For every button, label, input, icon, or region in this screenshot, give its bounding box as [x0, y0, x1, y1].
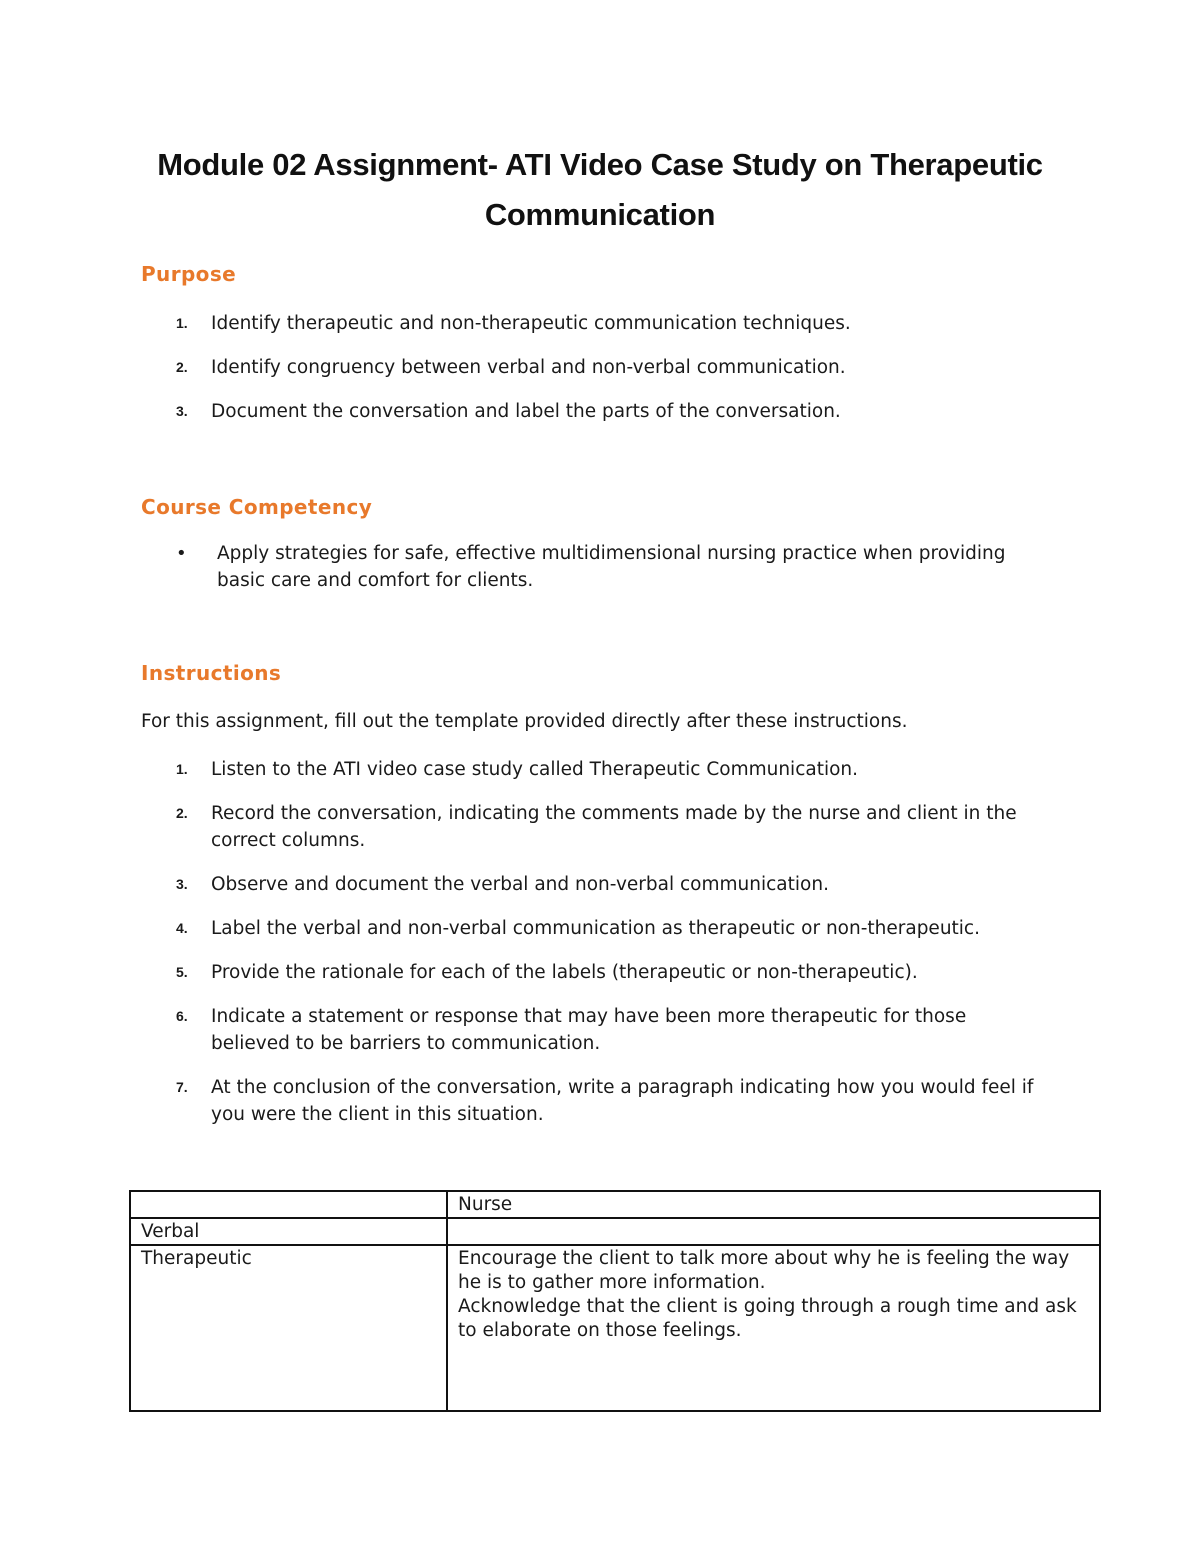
- table-cell: Therapeutic: [130, 1245, 447, 1411]
- instructions-list: [141, 756, 1041, 1128]
- list-number: 7.: [176, 1079, 188, 1095]
- page-title: Module 02 Assignment- ATI Video Case Study on Therapeutic Communication: [157, 147, 1043, 232]
- list-item: [141, 310, 1061, 337]
- list-number: 1.: [176, 315, 188, 331]
- table-cell: [447, 1218, 1100, 1245]
- instructions-heading: Instructions: [141, 661, 282, 685]
- table-row: [130, 1245, 1100, 1411]
- purpose-heading: Purpose: [141, 262, 237, 286]
- table-header-row: [130, 1191, 1100, 1218]
- list-item: [141, 800, 1041, 854]
- list-text: At the conclusion of the conversation, write a paragraph indicating how you would feel if you were the client in this situation.: [211, 1077, 1034, 1125]
- list-text: Indicate a statement or response that may have been more therapeutic for those believed to be barriers to communication.: [211, 1006, 967, 1054]
- list-number: 2.: [176, 359, 188, 375]
- list-item: [141, 1003, 1031, 1057]
- bullet-marker: •: [176, 543, 187, 564]
- list-number: 5.: [176, 964, 188, 980]
- cell-text-line: Encourage the client to talk more about why he is feeling the way he is to gather more information.: [458, 1248, 1070, 1293]
- list-number: 6.: [176, 1008, 188, 1024]
- list-item: [141, 915, 1041, 942]
- list-text: Identify therapeutic and non-therapeutic communication techniques.: [211, 313, 851, 334]
- list-text: Observe and document the verbal and non-verbal communication.: [211, 874, 829, 895]
- list-item: [141, 756, 1041, 783]
- cell-text-line: Acknowledge that the client is going through a rough time and ask to elaborate on those feelings.: [458, 1296, 1077, 1341]
- list-item: [141, 871, 1041, 898]
- list-number: 1.: [176, 761, 188, 777]
- list-text: Label the verbal and non-verbal communication as therapeutic or non-therapeutic.: [211, 918, 980, 939]
- list-item: [141, 1074, 1041, 1128]
- purpose-list: [141, 310, 1061, 425]
- list-number: 4.: [176, 920, 188, 936]
- table-cell: Verbal: [130, 1218, 447, 1245]
- table-cell: [447, 1245, 1100, 1411]
- list-number: 2.: [176, 805, 188, 821]
- list-text: Document the conversation and label the parts of the conversation.: [211, 401, 841, 422]
- list-number: 3.: [176, 876, 188, 892]
- list-text: Record the conversation, indicating the comments made by the nurse and client in the correct columns.: [211, 803, 1017, 851]
- list-text: Provide the rationale for each of the labels (therapeutic or non-therapeutic).: [211, 962, 918, 983]
- competency-item: [141, 540, 1061, 594]
- instructions-intro: For this assignment, fill out the template provided directly after these instructions.: [141, 711, 908, 732]
- table-row: [130, 1218, 1100, 1245]
- competency-heading: Course Competency: [141, 495, 373, 519]
- table-header-nurse: Nurse: [447, 1191, 1100, 1218]
- list-number: 3.: [176, 403, 188, 419]
- list-text: Identify congruency between verbal and non-verbal communication.: [211, 357, 846, 378]
- communication-template-table: [129, 1190, 1101, 1412]
- list-item: [141, 398, 1061, 425]
- list-item: [141, 959, 1041, 986]
- list-text: Listen to the ATI video case study called Therapeutic Communication.: [211, 759, 859, 780]
- competency-text: Apply strategies for safe, effective multidimensional nursing practice when providing basic care and comfort for clients.: [217, 543, 1006, 591]
- list-item: [141, 354, 1061, 381]
- table-cell: [130, 1191, 447, 1218]
